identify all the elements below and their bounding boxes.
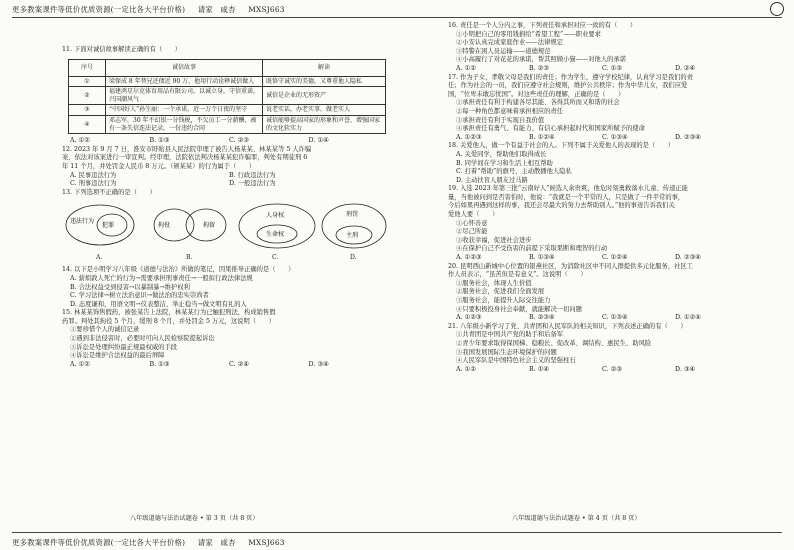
q16-item: ④小高履行了对花花的承诺，帮其照顾小猫——对他人的承诺 [456, 56, 627, 64]
diagram-label: A. [96, 254, 103, 262]
q19-line: 爱他人要（ ） [448, 211, 499, 219]
q15-options [70, 361, 388, 370]
diagram-b-left-label: 拘役 [158, 222, 171, 230]
q11-story-table [68, 59, 386, 135]
q21-line: 21. 八年级小新学习了党、共青团和人民军队的相关知识，下列表述正确的有（ ） [448, 322, 687, 330]
right-page-footer: 八年级道德与法治试题卷 • 第 4 页（共 8 页） [512, 515, 641, 522]
table-cell: ③ [69, 105, 106, 116]
option: B. 行政违法行为 [229, 171, 276, 179]
q12-line: 年 11 个月，并处罚金人民币 8 万元。（颁某某）的行为属于（ ） [62, 162, 256, 170]
option: A. ①② [70, 360, 90, 368]
diagram-label: C. [272, 254, 279, 262]
option: C. 刑事违法行为 [70, 180, 117, 188]
option: B. ②③④ [529, 314, 555, 322]
q20-item: ③服务社会，能提升人际交往能力 [456, 297, 551, 304]
option: D. 一般违法行为 [229, 180, 276, 188]
q11-options [70, 137, 388, 146]
option: B. ②③ [529, 64, 549, 72]
option: D. ②④ [675, 64, 696, 72]
diagram-a-inner-label: 犯罪 [102, 222, 115, 230]
q17-line: 国，“位卑未敢忘忧国”。对这些责任的理解，正确的是（ ） [448, 90, 625, 98]
q21-item: ④人民军队是中国特色社会主义的坚强柱石 [456, 357, 576, 365]
diagram-a-outer-label: 违法行为 [70, 218, 95, 226]
q14-option: B. 合法权益受到侵害→以暴制暴→维护权利 [70, 283, 190, 291]
q18-option: A. 关爱同学，帮助他们取得成长 [456, 150, 547, 158]
diagram-label: B. [186, 254, 193, 262]
q19-item: ①心怀善意 [456, 219, 488, 227]
option: A. ①② [456, 365, 476, 373]
q20-line: 作人员表示，“虽苦但是有意义”。这说明（ ） [448, 271, 587, 279]
q15-item: ②遇到非法侵害时，必要时可向人民检察院提起诉讼 [70, 335, 215, 343]
q17-item: ②每一种角色都意味着承担相应的责任 [456, 107, 564, 115]
table-row [69, 115, 386, 133]
q15-item: ④诉讼是维护合法权益的最后屏障 [70, 352, 165, 360]
q18-line: 18. 关爱他人，做一个有益于社会的人。下列不属于关爱他人的表现的是（ ） [448, 142, 675, 150]
q19-line: 量，当他被问到是否害怕时，他说：“我就是一个平常的人，只是做了一件平常的事， [448, 193, 685, 201]
q14-option: A. 薪烦敦人死亡的行为→需要承担刑事责任→一般拟行政法律法规 [70, 274, 253, 282]
option: B. ①③ [149, 360, 170, 368]
table-cell: 福建鸿星尔克体育用品有限公司，以诚立身，守信重诺，兴国潮风气 [106, 87, 263, 105]
option: C. ①③④ [602, 133, 628, 141]
right-page [448, 22, 748, 374]
option: A. ①② [70, 137, 90, 145]
diagram-c-top-label: 人身权 [266, 212, 285, 220]
q21-item: ①共青团是中国共产党的助手和后备军 [456, 331, 564, 339]
q16-item: ③特警在困人员运输——道德规范 [456, 47, 551, 55]
banner-contact-text: 请家 咸杏 [197, 538, 236, 547]
q17-line: 17. 作为子女，孝敬父母是我们的责任；作为学生，遵守学校纪律，认真学习是我们的责 [448, 73, 694, 81]
q19-item: ④在保护自己不受伤害的前提下采取果断和理智的行动 [456, 245, 608, 253]
top-banner [12, 4, 295, 15]
q20-item: ④只要积极投身社会奉献，就能解决一切问题 [456, 305, 582, 313]
option: D. ②③④ [675, 254, 701, 262]
table-header-row [69, 59, 386, 76]
q15-line: 药罪。判处其拘役 5 个月，缓刑 8 个月，并处罚金 5 万元，这说明（ ） [62, 317, 275, 325]
q15-item: ①要珍惜个人的诚信记录 [70, 326, 140, 334]
table-cell: 诚信能够提高国家的形象和声誉，增强国家的文化软实力 [263, 115, 386, 133]
option: A. ①②③ [456, 314, 482, 322]
option: D. ②③④ [675, 133, 701, 141]
banner-code-text: MXSJ663 [248, 538, 285, 547]
q20-line: 20. 昆明西山新城中心位置的银燕社区，为消除社区中不同人群提供多元化服务，社区工 [448, 262, 694, 270]
q11-stem: 11. 下面对诚信故事解读正确的有（ ） [62, 46, 182, 53]
option: C. ①②④ [602, 254, 628, 262]
q19-options [456, 254, 748, 263]
q16-line: 16. 责任是一个人分内之事，下列责任和承担对应一致的有（ ） [448, 22, 637, 29]
table-row [69, 76, 386, 87]
diagram-a-outer-ellipse [66, 205, 134, 245]
banner-contact-text: 请家 咸杏 [197, 5, 236, 14]
option: C. ②④ [229, 360, 249, 368]
table-cell: 既恪守诚实的美德，又尊重他人隐私 [263, 76, 386, 87]
corner-stamp-icon [770, 2, 784, 16]
q21-item: ③我国发展国际生态环境保护的问题 [456, 348, 557, 356]
q20-options [456, 314, 748, 323]
q18-option: C. 打着“帮助”的旗号，主动散播他人隐私 [456, 168, 572, 176]
table-cell: ① [69, 76, 106, 87]
left-page-footer: 八年级道德与法治试题卷 • 第 3 页（共 8 页） [130, 515, 259, 522]
diagram-d-top-label: 刑罚 [346, 211, 359, 219]
diagram-d-bottom-label: 主刑 [346, 232, 359, 240]
option: B. ①④ [529, 365, 549, 373]
q15-item: ③诉讼是处理纠纷最正规最权威的手段 [70, 343, 178, 351]
q19-item: ②尽己所能 [456, 228, 488, 236]
q13-stem: 13. 下列选项不正确的是（ ） [62, 188, 156, 196]
table-cell: 梁保成 8 年替兄还债近 90 万，他用行动诠释诚信做人 [106, 76, 263, 87]
table-cell: “中国好人”孙生丽：一个承诺，近一万个日夜的坚守 [106, 105, 263, 116]
q21-item: ②青少年要求取得保国梯、稳粮长、促改革、调结构、惠民生、助风险 [456, 339, 652, 347]
q14-option: D. 态度谦和，用语文明→仪表整洁，举止稳当→做文明有礼的人 [70, 300, 247, 308]
q19-line: 今后如果再遇到这样的事，我还会尽最大的努力去帮助别人。”他的事迹告诉我们关 [448, 202, 675, 210]
option: B. ①③④ [529, 254, 555, 262]
q16-item: ②小安认真完成家庭作业——法律规定 [456, 39, 564, 47]
table-header-cell: 序号 [69, 59, 106, 76]
q12-line: 案，依法对该案进行一审宣判。经审理，法院依法判决杨某某犯诈骗罪，判处有期徒刑 6 [62, 154, 308, 162]
q18-option: B. 同学间在学习和生活上相互帮助 [456, 159, 553, 167]
table-cell: ② [69, 87, 106, 105]
q13-diagram-svg [62, 199, 388, 263]
left-page [62, 46, 388, 369]
option: A. ①②③ [456, 133, 482, 141]
q17-item: ③承担责任有利于实现自我价值 [456, 116, 545, 124]
q20-item: ①服务社会，体现人生价值 [456, 279, 532, 287]
q19-item: ③收获幸福，促进社会进步 [456, 236, 532, 244]
banner-main-text: 更多教案课件等低价优质资源(一定比各大平台价格) [12, 5, 186, 14]
option: D. ③④ [308, 360, 329, 368]
q17-item: ④承担责任有勇气、有能力、有信心承担起时代和国家所赋予的使命 [456, 125, 645, 133]
table-header-cell: 解读 [263, 59, 386, 76]
option: D. ③④ [675, 365, 696, 373]
q12-line: 12. 2023 年 9 月 7 日，淮安市盱眙县人民法院审理了被告人杨某某、林某某等 5 人诈骗 [62, 145, 312, 153]
table-row [69, 87, 386, 105]
option: D. ①②④ [675, 314, 701, 322]
q15-line: 15. 林某某饰售假药，被张某告上法院，林某某行为已触犯刑法，构成销售假 [62, 309, 276, 317]
banner-code-text: MXSJ663 [248, 5, 285, 14]
diagram-b-right-label: 拘留 [203, 222, 216, 230]
table-cell: 邓志军，30 年不幻银一分钱税，不欠员工一分薪酬，被有一条失信连法记录，一份违约合同 [106, 115, 263, 133]
diagram-label: D. [350, 254, 357, 262]
option: D. ①④ [308, 137, 329, 145]
banner-main-text: 更多教案课件等低价优质资源(一定比各大平台价格) [12, 538, 186, 547]
q17-line: 任；作为社会的一员，我们应遵守社会规则，维护公共秩序；作为中华儿女，我们应爱 [448, 82, 688, 90]
option: C. ②③ [602, 365, 622, 373]
q21-options [456, 366, 748, 375]
q20-item: ②服务社会，促进我们全面发展 [456, 288, 545, 296]
q19-line: 19. 入选 2023 年第三批“云南好人”候选人余贵爽，他危时刻勇救落水儿童、传递正能 [448, 185, 688, 193]
table-header-cell: 诚信故事 [106, 59, 263, 76]
q18-option: D. 主动扶盲人朋友过马路 [456, 176, 528, 184]
option: C. ①③ [602, 64, 622, 72]
top-divider [12, 17, 782, 18]
option: C. ②③ [229, 137, 249, 145]
table-cell: ④ [69, 115, 106, 133]
q12-options [70, 172, 388, 189]
table-row [69, 105, 386, 116]
diagram-c-outer-ellipse [239, 204, 315, 248]
q17-item: ①承担责任有利于构建各尽其能、各得其所而又和谐的社会 [456, 99, 620, 107]
q14-option: C. 学习法律→树立法治意识→做法治的忠实崇尚者 [70, 292, 209, 300]
q16-item: ①小明把自己的零用钱捐给“希望工程”——职业要求 [456, 30, 601, 38]
option: C. ①③④ [602, 314, 628, 322]
diagram-c-bottom-label: 生命权 [266, 231, 285, 239]
option: A. 民事违法行为 [70, 171, 117, 179]
option: A. ①②③ [456, 254, 482, 262]
option: A. ①② [456, 64, 476, 72]
option: B. ①②④ [529, 133, 555, 141]
bottom-banner [12, 537, 295, 548]
q16-options [456, 65, 748, 74]
table-cell: 诚信是企业的无形资产 [263, 87, 386, 105]
option: B. ①③ [149, 137, 170, 145]
q13-diagrams [62, 199, 388, 263]
q14-line: 14. 以下是小明学习八年级《道德与法治》所做的笔记，因果推导正确的是（ ） [62, 266, 295, 274]
bottom-divider [12, 532, 782, 533]
table-cell: 说老实话，办老实事，做老实人 [263, 105, 386, 116]
